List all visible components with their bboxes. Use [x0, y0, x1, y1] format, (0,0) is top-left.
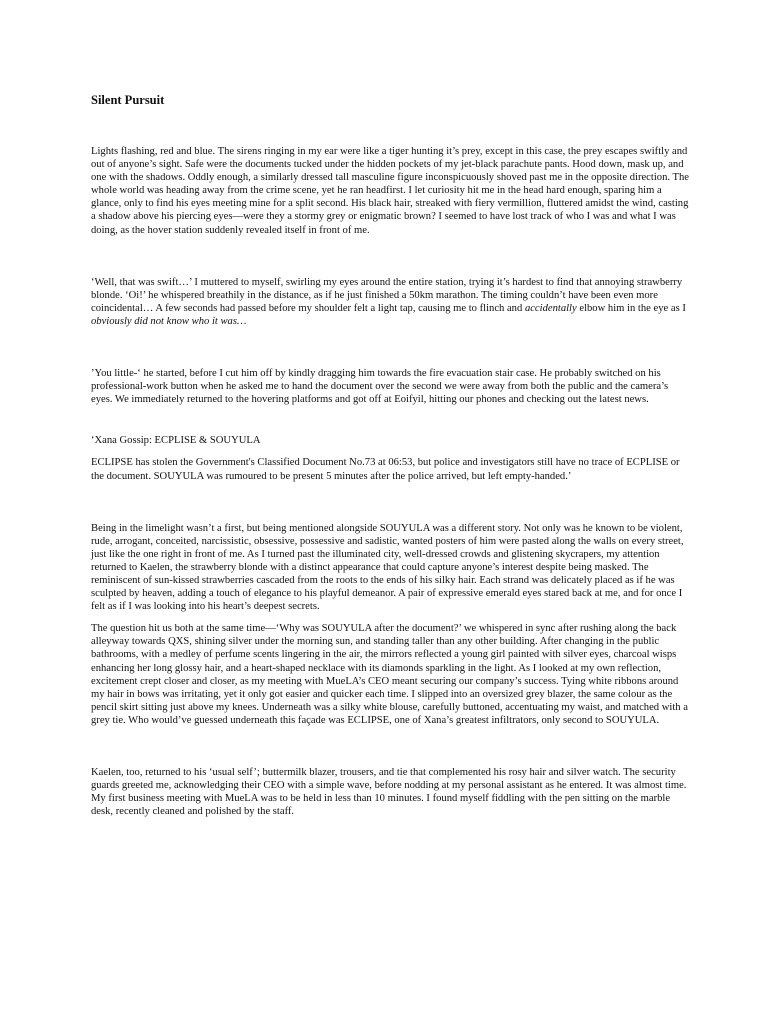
paragraph-2	[91, 276, 689, 328]
paragraph-2-italic-b: obviously did not know who it was…	[91, 315, 247, 327]
paragraph-7: The question hit us both at the same time—‘Why was SOUYULA after the document?’ we whispered in sync after rushing along the back alleyway towards QXS, shining silver under the morning sun, and standing taller than any other building. After changing in the public bathrooms, with a medley of perfume scents lingering in the air, the mirrors reflected a young girl painted with silver eyes, charcoal wisps enhancing her long glossy hair, and a heart-shaped necklace with its diamonds sparkling in the light. As I looked at my own reflection, excitement crept closer and closer, as my meeting with MueLA’s CEO meant securing our company’s success. Tying white ribbons around my hair in bows was irritating, yet it only got easier and quicker each time. I slipped into an oversized grey blazer, the same colour as the pencil skirt sitting just above my knees. Underneath was a silky white blouse, carefully buttoned, accentuating my waist, and matched with a grey tie. Who would’ve guessed underneath this façade was ECLIPSE, one of Xana’s greatest infiltrators, only second to SOUYULA.	[91, 623, 688, 726]
paragraph-2-text-a: ‘Well, that was swift…’ I muttered to myself, swirling my eyes around the entire station, trying it’s hardest to find that annoying strawberry blonde. ‘Oi!’ he whispered breathily in the distance, as if he just finished a 50km marathon. The timing couldn’t have been even more coincidental… A few seconds had passed before my shoulder felt a light tap, causing me to flinch and	[91, 276, 683, 314]
paragraph-4-headline: ‘Xana Gossip: ECPLISE & SOUYULA	[91, 435, 261, 447]
paragraph-3: ’You little-‘ he started, before I cut him off by kindly dragging him towards the fire evacuation stair case. He probably switched on his professional-work button when he asked me to hand the document over the second we were away from both the public and the camera’s eyes. We immediately returned to the hovering platforms and got off at Eoifyil, hitting our phones and checking out the latest news.	[91, 368, 669, 406]
paragraph-6: Being in the limelight wasn’t a first, but being mentioned alongside SOUYULA was a different story. Not only was he known to be violent, rude, arrogant, conceited, narcissistic, obsessive, possessive and sadistic, wanted posters of him were pasted along the walls on every street, just like the one right in front of me. As I turned past the illuminated city, well-dressed crowds and glistening skycrapers, my attention returned to Kaelen, the strawberry blonde with a distinct appearance that could capture anyone’s interest despite being masked. The reminiscent of sun-kissed strawberries cascaded from the roots to the ends of his silky hair. Each strand was delicately placed as if he was sculpted by heaven, adding a touch of elegance to his playful demeanor. A pair of expressive emerald eyes stared back at me, and for once I felt as if I was looking into his heart’s deepest secrets.	[91, 522, 684, 613]
document-title: Silent Pursuit	[91, 93, 165, 107]
paragraph-8: Kaelen, too, returned to his ‘usual self’; buttermilk blazer, trousers, and tie that complemented his rosy hair and silver watch. The security guards greeted me, acknowledging their CEO with a simple wave, before nodding at my personal assistant as he entered. It was almost time. My first business meeting with MueLA was to be held in less than 10 minutes. I found myself fiddling with the pen sitting on the marble desk, recently cleaned and polished by the staff.	[91, 767, 687, 818]
paragraph-2-italic-a: accidentally	[524, 302, 577, 314]
paragraph-2-text-b: elbow him in the eye as I	[576, 302, 686, 314]
paragraph-5: ECLIPSE has stolen the Government's Classified Document No.73 at 06:53, but police and investigators still have no trace of ECPLISE or the document. SOUYULA was rumoured to be present 5 minutes after the police arrived, but left empty-handed.’	[91, 457, 680, 482]
document-page	[91, 92, 689, 818]
paragraph-1: Lights flashing, red and blue. The sirens ringing in my ear were like a tiger hunting it’s prey, except in this case, the prey escapes swiftly and out of anyone’s sight. Safe were the documents tucked under the hidden pockets of my jet-black parachute pants. Hood down, mask up, and one with the shadows. Oddly enough, a similarly dressed tall masculine figure inconspicuously shoved past me in the opposite direction. The whole world was heading away from the crime scene, yet he ran headfirst. I let curiosity hit me in the head hard enough, sparing him a glance, only to find his eyes meeting mine for a split second. His black hair, streaked with fiery vermillion, fluttered amidst the wind, casting a shadow above his piercing eyes—were they a stormy grey or enigmatic brown? I seemed to have lost track of who I was and what I was doing, as the hover station suddenly revealed itself in front of me.	[91, 146, 689, 236]
